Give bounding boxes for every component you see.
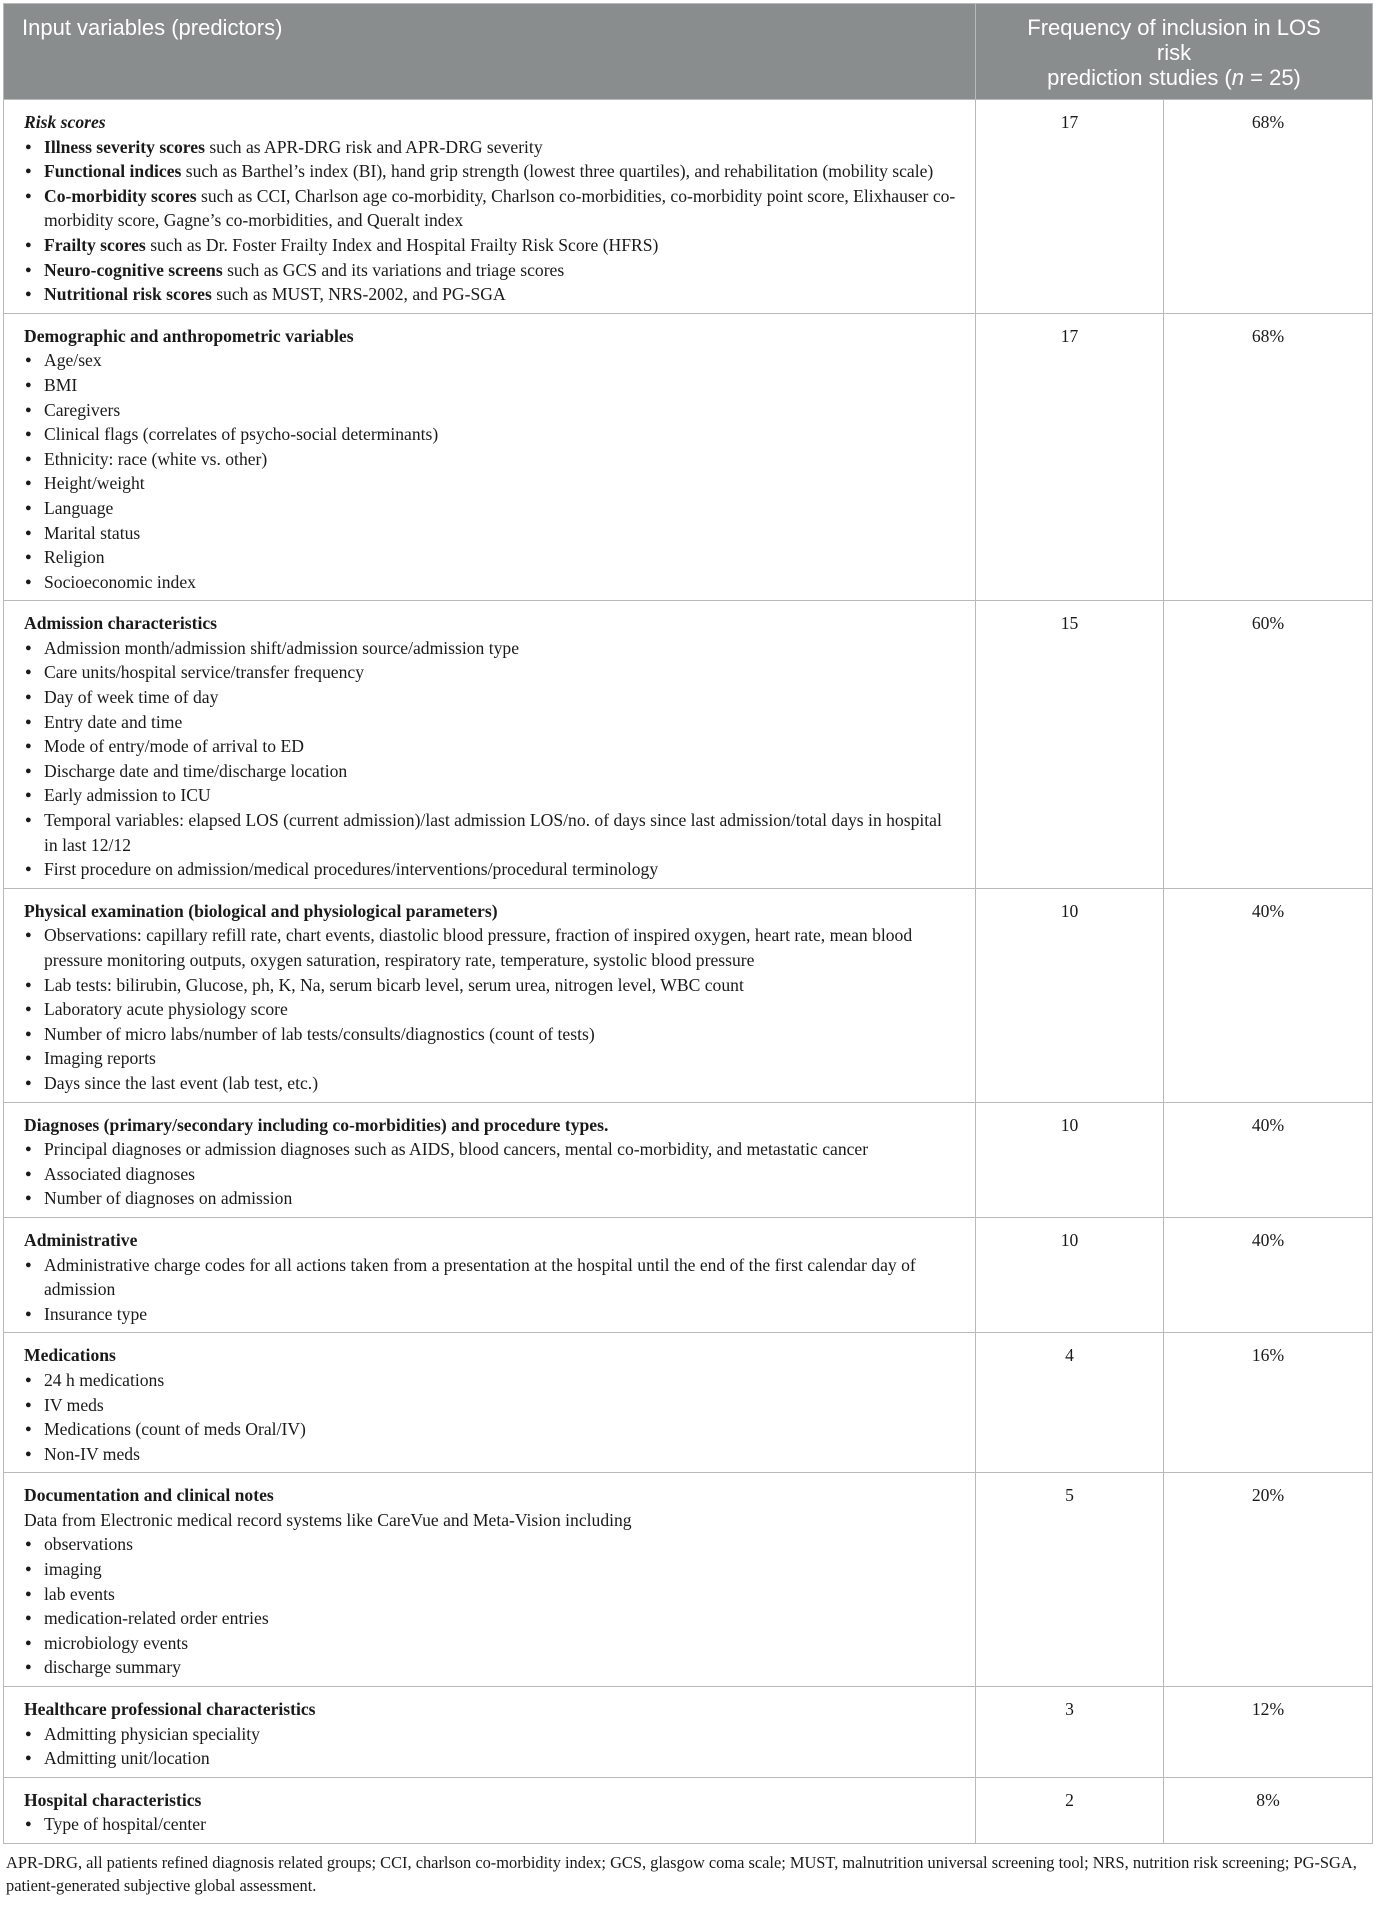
item-text: BMI — [44, 374, 78, 395]
cell-variables — [4, 601, 976, 889]
list-item — [24, 1046, 957, 1071]
list-item — [24, 521, 957, 546]
table-row — [4, 1687, 1373, 1778]
item-text: observations — [44, 1534, 133, 1555]
bullet-icon: ● — [25, 1307, 32, 1320]
variable-list — [24, 1532, 957, 1680]
variable-list — [24, 1137, 957, 1211]
bullet-icon: ● — [25, 526, 32, 539]
cell-variables — [4, 888, 976, 1102]
table-row — [4, 1473, 1373, 1687]
bullet-icon: ● — [25, 238, 32, 251]
cell-study-count: 3 — [976, 1687, 1164, 1778]
item-text: lab events — [44, 1583, 115, 1604]
list-item — [24, 258, 957, 283]
item-text: Medications (count of meds Oral/IV) — [44, 1419, 306, 1440]
cell-variables — [4, 1687, 976, 1778]
variable-list — [24, 1812, 957, 1837]
list-item — [24, 1655, 957, 1680]
table-row — [4, 601, 1373, 889]
item-text: Temporal variables: elapsed LOS (current admission)/last admission LOS/no. of days since last admission/total days in hospital in last 12/12 — [44, 810, 942, 855]
list-item — [24, 1746, 957, 1771]
bullet-icon: ● — [25, 1447, 32, 1460]
bullet-icon: ● — [25, 378, 32, 391]
table-row — [4, 888, 1373, 1102]
item-text: Days since the last event (lab test, etc.) — [44, 1072, 319, 1093]
bullet-icon: ● — [25, 789, 32, 802]
bullet-icon: ● — [25, 1538, 32, 1551]
list-item — [24, 282, 957, 307]
table-row — [4, 313, 1373, 601]
item-text: discharge summary — [44, 1657, 181, 1678]
bullet-icon: ● — [25, 452, 32, 465]
item-text: Associated diagnoses — [44, 1163, 195, 1184]
item-text: Number of micro labs/number of lab tests/consults/diagnostics (count of tests) — [44, 1023, 595, 1044]
cell-percentage: 68% — [1164, 100, 1373, 314]
section-intro: Data from Electronic medical record systems like CareVue and Meta-Vision including — [24, 1509, 632, 1530]
item-text: Religion — [44, 547, 105, 568]
bullet-icon: ● — [25, 1192, 32, 1205]
bullet-icon: ● — [25, 288, 32, 301]
list-item — [24, 1137, 957, 1162]
bullet-icon: ● — [25, 929, 32, 942]
item-text: Admitting unit/location — [44, 1748, 210, 1769]
bullet-icon: ● — [25, 1258, 32, 1271]
variable-list — [24, 1368, 957, 1466]
bullet-icon: ● — [25, 403, 32, 416]
table-row — [4, 1333, 1373, 1473]
item-text: Non-IV meds — [44, 1443, 140, 1464]
item-text: medication-related order entries — [44, 1608, 269, 1629]
cell-study-count: 2 — [976, 1777, 1164, 1843]
section-title: Documentation and clinical notes — [24, 1485, 274, 1506]
bullet-icon: ● — [25, 691, 32, 704]
cell-study-count: 17 — [976, 100, 1164, 314]
cell-percentage: 16% — [1164, 1333, 1373, 1473]
item-lead: Co-morbidity scores — [44, 185, 197, 206]
list-item — [24, 1606, 957, 1631]
bullet-icon: ● — [25, 1143, 32, 1156]
list-item — [24, 447, 957, 472]
bullet-icon: ● — [25, 165, 32, 178]
item-text: such as APR-DRG risk and APR-DRG severity — [204, 136, 543, 157]
list-item — [24, 1022, 957, 1047]
cell-variables — [4, 1217, 976, 1332]
bullet-icon: ● — [25, 1423, 32, 1436]
bullet-icon: ● — [25, 1373, 32, 1386]
item-text: Mode of entry/mode of arrival to ED — [44, 736, 304, 757]
list-item — [24, 1812, 957, 1837]
section-title: Diagnoses (primary/secondary including co-morbidities) and procedure types. — [24, 1114, 609, 1135]
item-text: such as CCI, Charlson age co-morbidity, Charlson co-morbidities, co-morbidity point score, Elixhauser co-morbidity score, Gagne’s co-morbidities, and Queralt index — [44, 185, 956, 231]
list-item — [24, 759, 957, 784]
table-row — [4, 100, 1373, 314]
bullet-icon: ● — [25, 263, 32, 276]
header-frequency-line3-end: = 25) — [1244, 65, 1301, 90]
item-text: Imaging reports — [44, 1048, 156, 1069]
cell-percentage: 40% — [1164, 888, 1373, 1102]
bullet-icon: ● — [25, 1027, 32, 1040]
cell-percentage: 8% — [1164, 1777, 1373, 1843]
cell-percentage: 20% — [1164, 1473, 1373, 1687]
cell-study-count: 10 — [976, 1217, 1164, 1332]
item-text: imaging — [44, 1559, 102, 1580]
section-title: Hospital characteristics — [24, 1789, 202, 1810]
list-item — [24, 636, 957, 661]
variable-list — [24, 923, 957, 1095]
list-item — [24, 422, 957, 447]
bullet-icon: ● — [25, 1661, 32, 1674]
item-text: Early admission to ICU — [44, 785, 211, 806]
item-text: Socioeconomic index — [44, 571, 196, 592]
list-item — [24, 184, 957, 233]
item-text: Entry date and time — [44, 711, 183, 732]
list-item — [24, 685, 957, 710]
list-item — [24, 1631, 957, 1656]
bullet-icon: ● — [25, 863, 32, 876]
item-text: Laboratory acute physiology score — [44, 999, 288, 1020]
list-item — [24, 373, 957, 398]
bullet-icon: ● — [25, 1563, 32, 1576]
list-item — [24, 1253, 957, 1302]
list-item — [24, 1368, 957, 1393]
bullet-icon: ● — [25, 666, 32, 679]
item-text: IV meds — [44, 1394, 104, 1415]
item-text: such as Dr. Foster Frailty Index and Hospital Frailty Risk Score (HFRS) — [145, 234, 659, 255]
cell-variables — [4, 1102, 976, 1217]
bullet-icon: ● — [25, 1612, 32, 1625]
item-text: Principal diagnoses or admission diagnoses such as AIDS, blood cancers, mental co-morbidity, and metastatic cancer — [44, 1139, 869, 1160]
item-lead: Neuro-cognitive screens — [44, 259, 223, 280]
item-lead: Illness severity scores — [44, 136, 205, 157]
item-text: Age/sex — [44, 350, 102, 371]
predictors-table — [3, 3, 1373, 1844]
list-item — [24, 710, 957, 735]
list-item — [24, 545, 957, 570]
bullet-icon: ● — [25, 740, 32, 753]
item-text: Insurance type — [44, 1303, 148, 1324]
bullet-icon: ● — [25, 978, 32, 991]
list-item — [24, 1162, 957, 1187]
list-item — [24, 1393, 957, 1418]
bullet-icon: ● — [25, 575, 32, 588]
section-title: Risk scores — [24, 112, 106, 132]
item-text: Caregivers — [44, 399, 121, 420]
bullet-icon: ● — [25, 1076, 32, 1089]
list-item — [24, 570, 957, 595]
list-item — [24, 233, 957, 258]
header-input-variables: Input variables (predictors) — [4, 4, 976, 100]
cell-variables — [4, 1473, 976, 1687]
list-item — [24, 1071, 957, 1096]
list-item — [24, 348, 957, 373]
item-text: Lab tests: bilirubin, Glucose, ph, K, Na, serum bicarb level, serum urea, nitrogen level, WBC count — [44, 974, 744, 995]
bullet-icon: ● — [25, 501, 32, 514]
bullet-icon: ● — [25, 641, 32, 654]
item-text: Number of diagnoses on admission — [44, 1188, 293, 1209]
item-text: Language — [44, 497, 114, 518]
bullet-icon: ● — [25, 428, 32, 441]
list-item — [24, 857, 957, 882]
list-item — [24, 471, 957, 496]
list-item — [24, 997, 957, 1022]
variable-list — [24, 348, 957, 594]
item-text: 24 h medications — [44, 1369, 165, 1390]
item-text: Care units/hospital service/transfer frequency — [44, 662, 364, 683]
section-title: Medications — [24, 1345, 116, 1366]
list-item — [24, 159, 957, 184]
table-row — [4, 1777, 1373, 1843]
cell-variables — [4, 1777, 976, 1843]
list-item — [24, 1417, 957, 1442]
cell-variables — [4, 313, 976, 601]
item-text: Discharge date and time/discharge location — [44, 760, 348, 781]
cell-study-count: 5 — [976, 1473, 1164, 1687]
bullet-icon: ● — [25, 477, 32, 490]
list-item — [24, 734, 957, 759]
item-text: Ethnicity: race (white vs. other) — [44, 448, 268, 469]
bullet-icon: ● — [25, 189, 32, 202]
bullet-icon: ● — [25, 1587, 32, 1600]
list-item — [24, 808, 957, 857]
item-text: Height/weight — [44, 473, 145, 494]
table-row — [4, 1102, 1373, 1217]
item-text: such as MUST, NRS-2002, and PG-SGA — [211, 284, 506, 305]
header-frequency-line3: prediction studies ( — [1047, 65, 1232, 90]
section-title: Demographic and anthropometric variables — [24, 325, 354, 346]
item-text: Admission month/admission shift/admission source/admission type — [44, 637, 520, 658]
cell-percentage: 12% — [1164, 1687, 1373, 1778]
section-title: Physical examination (biological and physiological parameters) — [24, 900, 498, 921]
bullet-icon: ● — [25, 1818, 32, 1831]
cell-variables — [4, 1333, 976, 1473]
item-text: First procedure on admission/medical procedures/interventions/procedural terminology — [44, 859, 659, 880]
list-item — [24, 923, 957, 972]
list-item — [24, 1302, 957, 1327]
list-item — [24, 1442, 957, 1467]
list-item — [24, 660, 957, 685]
list-item — [24, 1722, 957, 1747]
item-lead: Frailty scores — [44, 234, 146, 255]
table-footnote: APR-DRG, all patients refined diagnosis related groups; CCI, charlson co-morbidity index; GCS, glasgow coma scale; MUST, malnutrition universal screening tool; NRS, nutrition risk screening; PG-SGA, patient-generated subjective global assessment. — [6, 1853, 1357, 1895]
bullet-icon: ● — [25, 715, 32, 728]
item-text: Administrative charge codes for all actions taken from a presentation at the hospital until the end of the first calendar day of admission — [44, 1254, 916, 1300]
bullet-icon: ● — [25, 1003, 32, 1016]
bullet-icon: ● — [25, 1636, 32, 1649]
list-item — [24, 135, 957, 160]
table-row — [4, 1217, 1373, 1332]
list-item — [24, 1582, 957, 1607]
bullet-icon: ● — [25, 1398, 32, 1411]
item-text: Clinical flags (correlates of psycho-social determinants) — [44, 424, 439, 445]
list-item — [24, 398, 957, 423]
variable-list — [24, 135, 957, 307]
cell-study-count: 10 — [976, 888, 1164, 1102]
item-text: Admitting physician speciality — [44, 1723, 260, 1744]
bullet-icon: ● — [25, 1052, 32, 1065]
header-frequency-n: n — [1231, 65, 1245, 90]
item-lead: Nutritional risk scores — [44, 284, 212, 305]
header-frequency-line1: Frequency of inclusion in LOS — [1027, 15, 1321, 40]
header-frequency-line2: risk — [1156, 40, 1192, 65]
list-item — [24, 1532, 957, 1557]
cell-variables — [4, 100, 976, 314]
cell-study-count: 10 — [976, 1102, 1164, 1217]
item-text: such as Barthel’s index (BI), hand grip strength (lowest three quartiles), and rehabilitation (mobility scale) — [181, 161, 934, 182]
item-text: Day of week time of day — [44, 687, 219, 708]
item-text: Type of hospital/center — [44, 1814, 206, 1835]
list-item — [24, 783, 957, 808]
list-item — [24, 1557, 957, 1582]
bullet-icon: ● — [25, 140, 32, 153]
table-body — [4, 100, 1373, 1844]
bullet-icon: ● — [25, 764, 32, 777]
cell-percentage: 40% — [1164, 1102, 1373, 1217]
cell-study-count: 4 — [976, 1333, 1164, 1473]
cell-percentage: 40% — [1164, 1217, 1373, 1332]
variable-list — [24, 636, 957, 882]
item-text: Marital status — [44, 522, 141, 543]
item-lead: Functional indices — [44, 161, 182, 182]
header-frequency — [976, 4, 1373, 100]
bullet-icon: ● — [25, 814, 32, 827]
section-title: Healthcare professional characteristics — [24, 1699, 316, 1720]
section-title: Administrative — [24, 1229, 138, 1250]
item-text: Observations: capillary refill rate, chart events, diastolic blood pressure, fraction of inspired oxygen, heart rate, mean blood pressure monitoring outputs, oxygen saturation, respiratory rate, temperature, systolic blood pressure — [44, 925, 913, 970]
table-header — [4, 4, 1373, 100]
bullet-icon: ● — [25, 551, 32, 564]
cell-study-count: 15 — [976, 601, 1164, 889]
variable-list — [24, 1253, 957, 1327]
list-item — [24, 973, 957, 998]
section-title: Admission characteristics — [24, 613, 218, 634]
bullet-icon: ● — [25, 1727, 32, 1740]
cell-percentage: 68% — [1164, 313, 1373, 601]
item-text: such as GCS and its variations and triage scores — [222, 259, 565, 280]
bullet-icon: ● — [25, 354, 32, 367]
item-text: microbiology events — [44, 1632, 189, 1653]
cell-percentage: 60% — [1164, 601, 1373, 889]
cell-study-count: 17 — [976, 313, 1164, 601]
variable-list — [24, 1722, 957, 1771]
bullet-icon: ● — [25, 1752, 32, 1765]
list-item — [24, 496, 957, 521]
list-item — [24, 1186, 957, 1211]
bullet-icon: ● — [25, 1167, 32, 1180]
